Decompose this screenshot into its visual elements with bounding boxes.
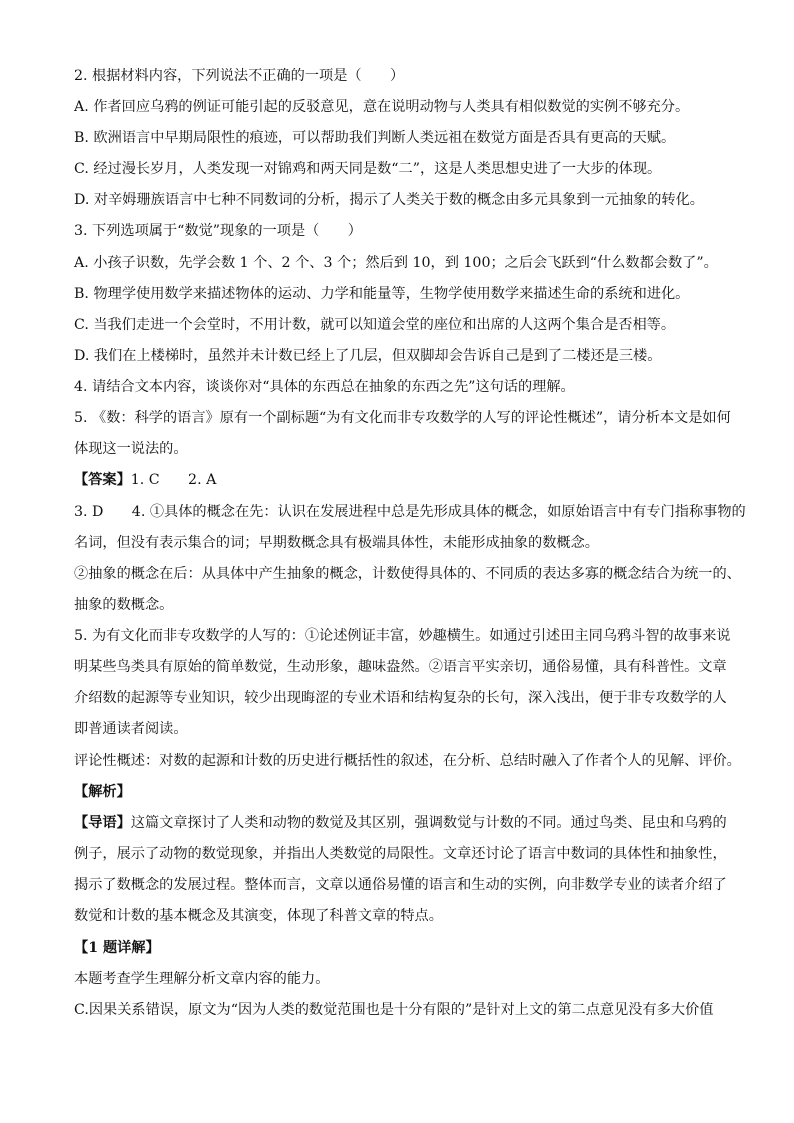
- answer-line2: 3. D 4. ①具体的概念在先：认识在发展进程中总是先形成具体的概念，如原始语言中有专门指称事物的: [74, 504, 746, 520]
- q3-option-b: B. 物理学使用数学来描述物体的运动、力学和能量等，生物学使用数学来描述生命的系统和进化。: [74, 286, 690, 302]
- q5-stem-line2: 体现这一说法的。: [74, 441, 188, 457]
- answer-choices: 1. C 2. A: [130, 472, 217, 488]
- q2-option-d: D. 对辛姆珊族语言中七种不同数词的分析，揭示了人类关于数的概念由多元具象到一元抽象的转化。: [74, 192, 704, 208]
- guide-line3: 揭示了数概念的发展过程。整体而言，文章以通俗易懂的语言和生动的实例，向非数学专业的读者介绍了: [74, 877, 727, 893]
- q2-option-c: C. 经过漫长岁月，人类发现一对锦鸡和两天同是数“二”，这是人类思想史进了一大步的体现。: [74, 161, 662, 177]
- answer-line8: 介绍数的起源等专业知识，较少出现晦涩的专业术语和结构复杂的长句，深入浅出，便于非专攻数学的人: [74, 690, 727, 706]
- q3-option-d: D. 我们在上楼梯时，虽然并未计数已经上了几层，但双脚却会告诉自己是到了二楼还是三楼。: [74, 348, 662, 364]
- answer-line9: 即普通读者阅读。: [74, 721, 188, 737]
- answer-line3: 名词，但没有表示集合的词；早期数概念具有极端具体性，未能形成抽象的数概念。: [74, 535, 599, 551]
- q5-stem-line1: 5. 《数：科学的语言》原有一个副标题“为有文化而非专攻数学的人写的评论性概述”，请分析本文是如何: [74, 410, 731, 426]
- guide-text: 这篇文章探讨了人类和动物的数觉及其区别，强调数觉与计数的不同。通过鸟类、昆虫和乌鸦的: [130, 815, 727, 831]
- q3-option-c: C. 当我们走进一个会堂时，不用计数，就可以知道会堂的座位和出席的人这两个集合是否相等。: [74, 317, 676, 333]
- guide-line4: 数觉和计数的基本概念及其演变，体现了科普文章的特点。: [74, 908, 443, 924]
- answer-line6: 5. 为有文化而非专攻数学的人写的：①论述例证丰富，妙趣横生。如通过引述田主同乌鸦斗智的故事来说: [74, 628, 731, 644]
- analysis-label: 【解析】: [74, 784, 131, 800]
- detail-label: 【1 题详解】: [74, 940, 160, 956]
- answer-line1: [74, 470, 216, 490]
- answer-line7: 明某些鸟类具有原始的简单数觉，生动形象，趣味盎然。②语言平实亲切，通俗易懂，具有科普性。文章: [74, 659, 727, 675]
- answer-label: 【答案】: [74, 472, 131, 488]
- detail-line1: 本题考查学生理解分析文章内容的能力。: [74, 971, 330, 987]
- q3-stem: 3. 下列选项属于“数觉”现象的一项是（ ）: [74, 223, 362, 239]
- q2-stem: 2. 根据材料内容，下列说法不正确的一项是（ ）: [74, 68, 405, 84]
- answer-line10: 评论性概述：对数的起源和计数的历史进行概括性的叙述，在分析、总结时融入了作者个人的见解、评价。: [74, 753, 741, 769]
- detail-line2: C.因果关系错误，原文为“因为人类的数觉范围也是十分有限的”是针对上文的第二点意见没有多大价值: [74, 1002, 714, 1018]
- guide-line1: [74, 813, 727, 833]
- answer-line5: 抽象的数概念。: [74, 597, 174, 613]
- guide-label: 【导语】: [74, 815, 131, 831]
- guide-line2: 例子，展示了动物的数觉现象，并指出人类数觉的局限性。文章还讨论了语言中数词的具体性和抽象性，: [74, 846, 727, 862]
- q2-option-a: A. 作者回应乌鸦的例证可能引起的反驳意见，意在说明动物与人类具有相似数觉的实例不够充分。: [74, 99, 690, 115]
- answer-line4: ②抽象的概念在后：从具体中产生抽象的概念，计数使得具体的、不同质的表达多寡的概念结合为统一的、: [74, 566, 741, 582]
- q2-option-b: B. 欧洲语言中早期局限性的痕迹，可以帮助我们判断人类远祖在数觉方面是否具有更高的天赋。: [74, 130, 676, 146]
- q4-stem: 4. 请结合文本内容，谈谈你对“具体的东西总在抽象的东西之先”这句话的理解。: [74, 379, 575, 395]
- q3-option-a: A. 小孩子识数，先学会数 1 个、2 个、3 个；然后到 10，到 100；之后会飞跃到“什么数都会数了”。: [74, 255, 718, 271]
